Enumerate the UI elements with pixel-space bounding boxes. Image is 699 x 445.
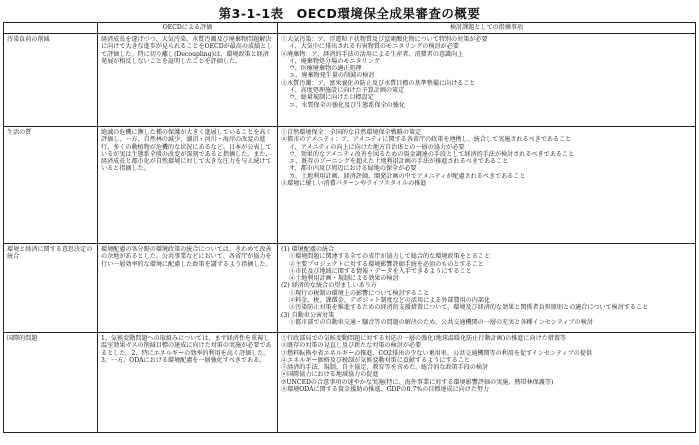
issue-item: イ、高度処理施設に向けた予算計画の策定: [289, 87, 405, 95]
issue-item: ②都市のアメニティ：ア、アメニティに関する各省庁の政策を連携し、統合して実施されるべきであること: [281, 136, 572, 144]
issue-item: イ、アメニティの向上に向けた地方自治体との一層の協力が必要: [289, 143, 465, 151]
row-issues: [278, 127, 696, 244]
row-issues: [278, 34, 696, 127]
issue-item: ③市民及び地域に関する情報・データを入手できるようにすること: [289, 267, 472, 275]
issue-item: ⑥国際協力における地域協力の促進: [281, 371, 379, 379]
issue-item: ウ、効果的なアメニティ改善を図るための資金調達の手段として経済的手法が検討されるべきであること: [289, 150, 575, 158]
issue-item: ③燃料転換や省エネルギーの推進、CO2排出の少ない乗用車、公共交通機関等の利用を促すインセンティブの提供: [281, 349, 593, 357]
header-blank: [4, 23, 98, 34]
row-category: 環境と経済に関する意思決定の統合: [4, 244, 98, 333]
issue-item: ①行政部局での気候変動問題に対する対応の一層の強化(地球温暖化防止行動計画)の推進に向けた措置等: [281, 335, 567, 342]
table-row: [4, 244, 696, 333]
issue-item: ⑧環境ODAに関する資金援助の推進、GDPの0.7%の目標達成に向けた努力: [281, 386, 490, 394]
row-category: 汚染負荷の削減: [4, 34, 98, 127]
issue-item: ウ、総量規制に向けた目標設定: [289, 94, 374, 102]
header-row: [4, 23, 696, 34]
issue-item: イ、廃棄物処分場のモニタリング: [289, 57, 380, 65]
issue-item: ①大気汚染：ア、浮遊粒子状物質及び窒素酸化物について特別の対策が必要: [281, 36, 488, 43]
row-issues: [278, 244, 696, 333]
issue-item: エ、水質保全の強化及び生態系保全の強化: [289, 101, 405, 109]
row-evaluation: 1、気候変動問題への取組みについては、まず経済性を重視し温室効果ガスの削減目標の達成に向けた対策の実施が必要であるとした。2、特にエネルギーの効率的利用を高く評価した。3、一方、ODAにおける環境配慮を一層強化すべきである。: [98, 333, 278, 433]
issue-item: ④エネルギー価格及び税制が気候変動対策に貢献するようにすること: [281, 356, 470, 364]
issue-item: ②既存の対策の見直し及び新たな対策の検討が必要: [281, 342, 422, 350]
row-evaluation: 絶滅の危機に瀕した種の保護が大きく進展していることを高く評価し、一方、自然林の減少、湖沼・河川・海岸の改変の進行、多くの動植物が危機的な状況にあるなど、日本が公表しているが実は生態系全般の改変が深刻であると指摘した。また、経済成長と都市化が自然環境に対して大きな圧力を与え続けていると指摘した。: [98, 127, 278, 244]
issue-item: ⑤経済的手法、規制、自主協定、教育等を含めた、総合的な政策手段の検討: [281, 364, 489, 372]
issue-item: ③汚染防止対策を推進するための経済的支援措置について、環境及び経済的な効果と関係者負担原則との適合について検討すること: [289, 304, 649, 312]
issue-item: (3) 自動車公害対策: [281, 311, 335, 319]
issue-item: ①環境問題に関連する全ての省庁が協力して総合的な環境政策をとること: [289, 253, 491, 261]
issue-item: ⑦UNCEDの合意事項の速やかな実施(特に、海外事業に対する環境影響評価の実施、熱帯林保護等): [281, 378, 554, 386]
issue-item: ③環境に優しい消費パターンやライフスタイルの推進: [281, 180, 427, 188]
row-category: 生活の質: [4, 127, 98, 244]
row-evaluation: 環境配慮の各分野の環境政策の統合については、きわめて改善の余地があるとした。公共事業などにおいて、各省庁が協力を行い一層効率的な環境に配慮した政策を講ずるよう指摘した。: [98, 244, 278, 333]
oecd-review-table: [3, 22, 696, 433]
issue-item: ③水質汚濁：ア、富栄養化の防止及び水質目標の基準整備に向けること: [281, 79, 476, 87]
table-row: [4, 127, 696, 244]
table-row: [4, 34, 696, 127]
issue-item: ①現行の税制の環境上の影響について検討すること: [289, 289, 430, 297]
header-evaluation: OECDによる評価: [98, 23, 278, 34]
issue-item: ウ、医療廃棄物の適正処理: [289, 65, 362, 73]
issue-item: ②料金、税、課徴金、デポジット制度などの活用による外部費用の内部化: [289, 297, 491, 305]
issue-item: ①自然環境保全：全国的な自然環境保全戦略の策定: [281, 129, 422, 136]
row-issues: [278, 333, 696, 433]
issue-item: (2) 経済的な統合の望ましいあり方: [281, 282, 377, 290]
issue-item: (1) 環境配慮の統合: [281, 246, 335, 253]
row-category: 国際的問題: [4, 333, 98, 433]
issue-item: カ、土地利用計画、経済評価、開発計画の中でアメニティが配慮されるべきであること: [289, 172, 526, 180]
issue-item: ④土地利用計画・規制による効果の検討: [289, 275, 399, 283]
issue-item: ②主要プロジェクトに対する環境影響評価手続を必須のものとすること: [289, 260, 484, 268]
issue-item: オ、都市内及び周辺における緑地の保全が必要: [289, 165, 417, 173]
issue-item: エ、廃棄物発生量の削減の検討: [289, 72, 375, 80]
table-title: 第3-1-1表 OECD環境保全成果審査の概要: [218, 6, 481, 21]
issue-item: ②廃棄物：ア、経済的手法の活用による生産者、消費者の意識向上: [281, 50, 464, 58]
header-issues: 検討課題としての指摘事項: [278, 23, 696, 34]
issue-item: ①都市部での自動車交通・騒音等の問題の解決のため、公共交通機関の一層の充実と各種インセンティブの検討: [289, 318, 593, 326]
table-row: [4, 333, 696, 433]
row-evaluation: 経済成長を遂げつつ、大気汚染、水質汚濁及び廃棄物問題解決に向けて大きな進歩が見られることをOECDが最高の成績として評価した。特に切り離し(Decoupling)は、環境政策と経済発展が相反しないことを証明したことを評価した。: [98, 34, 278, 127]
issue-item: イ、大気中に排出される有害物質のモニタリングの検討が必要: [289, 43, 459, 51]
issue-item: エ、既存のゾーニングを超えた土地利用計画の手法が推進されるべきであること: [289, 158, 509, 166]
